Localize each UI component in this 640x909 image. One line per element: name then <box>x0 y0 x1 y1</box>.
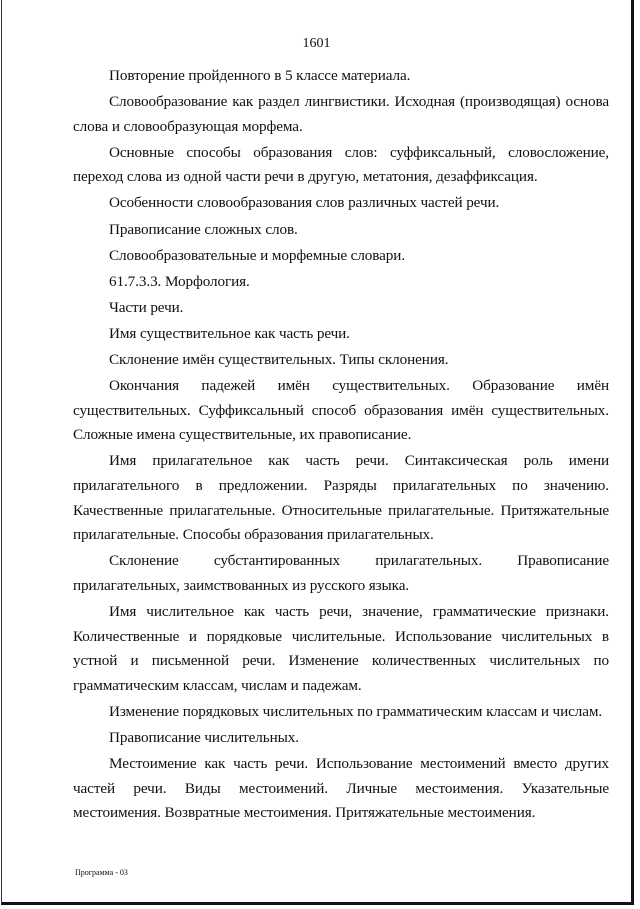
paragraph: Особенности словообразования слов различных частей речи. <box>109 194 500 212</box>
paragraph: Имя числительное как часть речи, значение, грамматические признаки. Количественные и порядковые числительные. Использование числительных в устной и письменной речи. Изменение количественных числительных по грамматическим классам, числам и падежам. <box>73 602 609 694</box>
paragraph: Словообразование как раздел лингвистики. Исходная (производящая) основа слова и словообразующая морфема. <box>73 93 609 135</box>
footer-label: Программа - 03 <box>75 868 128 877</box>
document-page <box>1 0 634 905</box>
paragraph: Окончания падежей имён существительных. Образование имён существительных. Суффиксальный способ образования имён существительных. Сложные имена существительные, их правописание. <box>73 377 609 444</box>
paragraph: Части речи. <box>109 298 184 316</box>
paragraph: Склонение субстантированных прилагательных. Правописание прилагательных, заимствованных из русского языка. <box>73 552 609 594</box>
paragraph: Правописание числительных. <box>109 728 299 746</box>
paragraph: Словообразовательные и морфемные словари. <box>109 246 406 264</box>
paragraph: Правописание сложных слов. <box>109 220 298 238</box>
document-body <box>73 64 609 826</box>
paragraph: Имя существительное как часть речи. <box>109 324 350 342</box>
paragraph: Местоимение как часть речи. Использование местоимений вместо других частей речи. Виды местоимений. Личные местоимения. Указательные местоимения. Возвратные местоимения. Притяжательные местоимения. <box>73 755 609 822</box>
paragraph: Основные способы образования слов: суффиксальный, словосложение, переход слова из одной части речи в другую, метатония, дезаффиксация. <box>73 143 609 186</box>
paragraph: Склонение имён существительных. Типы склонения. <box>109 351 449 369</box>
paragraph: Изменение порядковых числительных по грамматическим классам и числам. <box>109 702 603 720</box>
paragraph: Повторение пройденного в 5 классе материала. <box>109 67 411 84</box>
section-heading: 61.7.3.3. Морфология. <box>109 272 250 290</box>
page-number: 1601 <box>302 36 331 51</box>
paragraph: Имя прилагательное как часть речи. Синтаксическая роль имени прилагательного в предложении. Разряды прилагательных по значению. Качественные прилагательные. Относительные прилагательные. Притяжательные прилагательные. Способы образования прилагательных. <box>73 452 609 544</box>
